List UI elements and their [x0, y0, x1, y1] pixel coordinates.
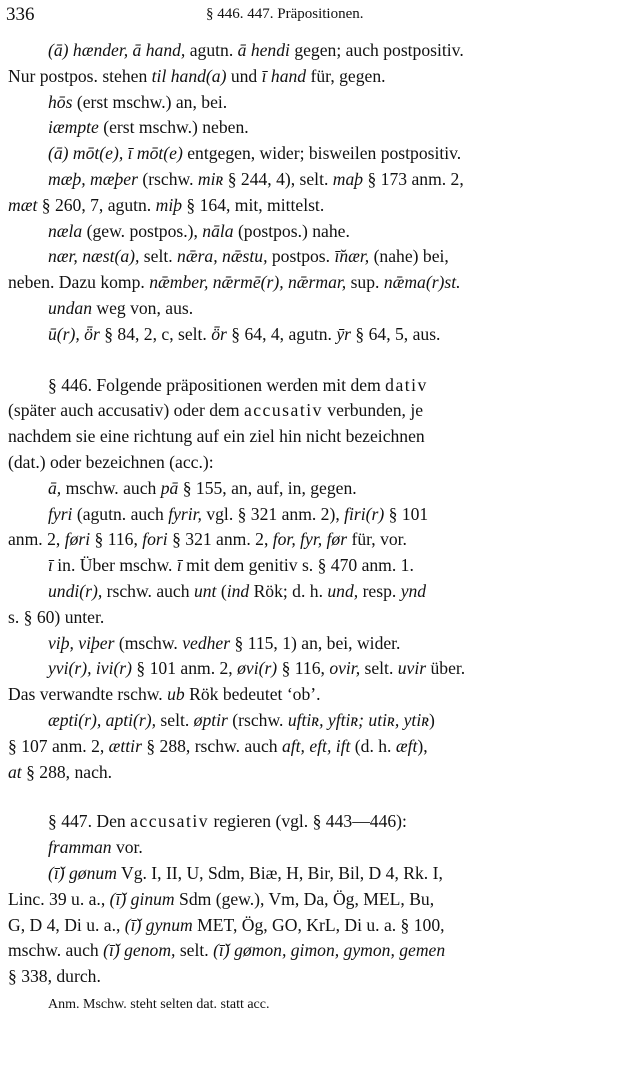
text-line: [8, 708, 606, 734]
entries-block-446: [8, 476, 606, 786]
paragraph-446: [8, 373, 606, 476]
text-line: [8, 193, 606, 219]
text-run: vgl. § 321 anm. 2),: [201, 503, 345, 524]
italic-form: ynd: [400, 580, 427, 601]
italic-form: ā hendi: [237, 40, 290, 60]
text-run: anm. 2,: [8, 529, 65, 550]
text-line: [8, 476, 606, 502]
text-run: § 101 anm. 2,: [132, 658, 238, 679]
text-line: [8, 450, 606, 476]
italic-form: næla: [48, 220, 83, 241]
text-run: (erst mschw.) neben.: [98, 117, 249, 138]
italic-form: øptir: [193, 709, 228, 730]
text-run: gegen; auch postpositiv.: [289, 40, 464, 60]
italic-form: (ī̆) genom,: [103, 940, 176, 961]
italic-form: ī hand: [261, 65, 307, 86]
text-run: G, D 4, Di u. a.,: [8, 914, 125, 935]
text-line: [8, 115, 606, 141]
italic-form: (ī̆) gynum: [124, 914, 193, 935]
italic-form: (ī̆) ginum: [109, 888, 175, 909]
text-run: nachdem sie eine richtung auf ein ziel hin nicht bezeichnen: [8, 426, 425, 447]
text-run: Rök bedeutet ‘ob’.: [184, 684, 321, 705]
paragraph-447: [8, 809, 606, 835]
italic-form: føri: [64, 529, 91, 550]
italic-form: mæt: [8, 194, 38, 215]
text-run: § 260, 7, agutn.: [37, 194, 156, 215]
italic-form: fyrir,: [168, 503, 202, 524]
spaced-term: accusativ: [243, 400, 323, 421]
text-run: ): [429, 709, 435, 730]
text-run: mschw. auch: [8, 940, 104, 961]
italic-form: (ā) mōt(e), ī mōt(e): [48, 143, 183, 164]
italic-form: undan: [48, 297, 92, 318]
text-run: resp.: [358, 580, 401, 601]
text-line: [8, 219, 606, 245]
text-run: neben. Dazu komp.: [8, 272, 150, 293]
text-run: § 116,: [277, 658, 330, 679]
text-run: § 101: [384, 503, 429, 524]
entries-block-top: [8, 38, 606, 348]
paragraph-gap: [8, 785, 606, 809]
text-line: [8, 734, 606, 760]
text-run: s. § 60) unter.: [8, 606, 105, 627]
paragraph-gap: [8, 348, 606, 373]
text-run: selt.: [156, 709, 194, 730]
text-line: [8, 682, 606, 708]
page-number: 336: [6, 4, 35, 25]
text-run: in. Über mschw.: [52, 555, 177, 576]
text-run: (rschw.: [227, 709, 288, 730]
text-run: § 338, durch.: [8, 966, 101, 987]
text-run: mit dem genitiv s. § 470 anm. 1.: [181, 555, 414, 576]
text-run: § 446. Folgende präpositionen werden mit dem: [48, 374, 386, 395]
text-run: § 288, rschw. auch: [141, 735, 282, 756]
text-run: § 164, mit, mittelst.: [182, 194, 325, 215]
text-line: [8, 605, 606, 631]
spaced-term: accusativ: [130, 811, 210, 832]
text-line: [8, 527, 606, 553]
text-run: Linc. 39 u. a.,: [8, 888, 110, 909]
text-line: [8, 398, 606, 424]
text-line: [8, 964, 606, 990]
text-run: MET, Ög, GO, KrL, Di u. a. § 100,: [192, 914, 445, 935]
italic-form: for, fyr, før: [272, 529, 348, 550]
italic-form: ū(r), ȫr: [48, 323, 100, 344]
text-line: [8, 938, 606, 964]
text-line: [8, 579, 606, 605]
italic-form: til hand(a): [151, 65, 227, 86]
text-line: [8, 424, 606, 450]
italic-form: ī: [48, 555, 53, 576]
italic-form: æft: [395, 735, 418, 756]
italic-form: ā,: [48, 477, 62, 498]
italic-form: at: [8, 761, 22, 782]
italic-form: pā: [160, 477, 179, 498]
text-line: [8, 38, 606, 64]
text-run: (gew. postpos.),: [82, 220, 203, 241]
italic-form: undi(r),: [48, 580, 103, 601]
text-line: [8, 887, 606, 913]
text-run: (: [216, 580, 227, 601]
text-run: (später auch accusativ) oder dem: [8, 400, 244, 421]
italic-form: nǣmber, nǣrmē(r), nǣrmar,: [149, 272, 347, 293]
italic-form: (ī̆) gømon, gimon, gymon, gemen: [213, 940, 446, 961]
text-run: (dat.) oder bezeichnen (acc.):: [8, 451, 214, 472]
page-header: [6, 4, 613, 28]
text-line: [8, 760, 606, 786]
italic-form: ættir: [108, 735, 142, 756]
italic-form: ȫr: [211, 323, 227, 344]
text-run: für, vor.: [347, 529, 407, 550]
text-line: [8, 64, 606, 90]
text-run: (erst mschw.) an, bei.: [72, 91, 228, 112]
italic-form: und,: [327, 580, 359, 601]
italic-form: øvi(r): [237, 658, 278, 679]
text-line: [8, 90, 606, 116]
page-body: [8, 38, 606, 1018]
text-run: über.: [426, 658, 466, 679]
text-run: § 447. Den: [48, 811, 131, 832]
text-run: (postpos.) nahe.: [233, 220, 350, 241]
italic-form: ī: [176, 555, 182, 576]
text-line: [8, 296, 606, 322]
italic-form: miþ: [155, 194, 182, 215]
text-run: rschw. auch: [102, 580, 194, 601]
italic-form: ind: [226, 580, 250, 601]
text-run: Vg. I, II, U, Sdm, Biæ, H, Bir, Bil, D 4, Rk. I,: [116, 862, 443, 883]
italic-form: nāla: [202, 220, 234, 241]
text-line: [8, 631, 606, 657]
italic-form: yvi(r), ivi(r): [48, 658, 133, 679]
text-line: [8, 913, 606, 939]
text-line: [8, 373, 606, 399]
running-title: § 446. 447. Präpositionen.: [206, 6, 364, 22]
italic-form: hōs: [48, 91, 73, 112]
text-line: [8, 656, 606, 682]
italic-form: ī̆nær,: [334, 246, 370, 267]
text-line: [8, 809, 606, 835]
text-run: regieren (vgl. § 443—446):: [209, 811, 407, 832]
italic-form: miʀ: [197, 168, 224, 189]
italic-form: (ā) hænder, ā hand,: [48, 40, 186, 60]
text-run: und: [226, 65, 262, 86]
text-run: § 288, nach.: [21, 761, 113, 782]
italic-form: maþ: [332, 168, 364, 189]
text-run: (rschw.: [137, 168, 198, 189]
text-run: (d. h.: [350, 735, 396, 756]
text-run: Rök; d. h.: [249, 580, 328, 601]
italic-form: fori: [142, 529, 168, 550]
italic-form: aft, eft, ift: [281, 735, 351, 756]
text-run: selt.: [175, 940, 214, 961]
text-run: verbunden, je: [322, 400, 424, 421]
italic-form: vedher: [182, 632, 231, 653]
italic-form: fyri: [48, 503, 73, 524]
text-line: [8, 244, 606, 270]
text-line: [8, 502, 606, 528]
text-run: Nur postpos. stehen: [8, 65, 152, 86]
italic-form: iæmpte: [48, 117, 99, 138]
text-line: [8, 141, 606, 167]
entries-block-447: [8, 835, 606, 990]
text-run: (mschw.: [114, 632, 183, 653]
footnote-anmerkung: Anm. Mschw. steht selten dat. statt acc.: [48, 996, 270, 1012]
text-run: Sdm (gew.), Vm, Da, Ög, MEL, Bu,: [174, 888, 435, 909]
italic-form: viþ, viþer: [48, 632, 115, 653]
text-run: vor.: [111, 837, 143, 858]
text-run: selt.: [139, 246, 178, 267]
text-run: Das verwandte rschw.: [8, 684, 168, 705]
text-run: § 116,: [90, 529, 143, 550]
italic-form: (ī̆) gønum: [48, 862, 117, 883]
text-run: § 64, 5, aus.: [351, 323, 441, 344]
text-run: für, gegen.: [306, 65, 386, 86]
text-run: § 115, 1) an, bei, wider.: [230, 632, 401, 653]
text-line: [8, 322, 606, 348]
text-run: ),: [417, 735, 428, 756]
text-run: § 321 anm. 2,: [167, 529, 273, 550]
text-run: § 244, 4), selt.: [223, 168, 333, 189]
text-run: weg von, aus.: [91, 297, 194, 318]
italic-form: nær, næst(a),: [48, 246, 140, 267]
text-run: agutn.: [185, 40, 238, 60]
italic-form: firi(r): [344, 503, 385, 524]
italic-form: unt: [193, 580, 217, 601]
text-run: sup.: [346, 272, 384, 293]
italic-form: uvir: [397, 658, 427, 679]
italic-form: ub: [167, 684, 185, 705]
text-run: postpos.: [267, 246, 335, 267]
italic-form: framman: [48, 837, 112, 858]
text-run: mschw. auch: [61, 477, 161, 498]
text-run: § 155, an, auf, in, gegen.: [178, 477, 357, 498]
text-run: § 173 anm. 2,: [363, 168, 464, 189]
italic-form: nǣra, nǣstu,: [177, 246, 268, 267]
text-line: [8, 167, 606, 193]
spaced-term: dativ: [385, 374, 428, 395]
text-run: selt.: [360, 658, 398, 679]
text-line: [8, 553, 606, 579]
text-run: entgegen, wider; bisweilen postpositiv.: [182, 143, 462, 164]
italic-form: uftiʀ, yftiʀ; utiʀ, ytiʀ: [287, 709, 430, 730]
italic-form: mæþ, mæþer: [48, 168, 138, 189]
text-line: [8, 861, 606, 887]
text-run: (nahe) bei,: [369, 246, 449, 267]
text-run: (agutn. auch: [72, 503, 169, 524]
italic-form: æpti(r), apti(r),: [48, 709, 157, 730]
text-line: [8, 835, 606, 861]
italic-form: nǣma(r)st.: [383, 272, 461, 293]
text-run: § 107 anm. 2,: [8, 735, 109, 756]
italic-form: ovir,: [329, 658, 361, 679]
text-run: § 64, 4, agutn.: [226, 323, 337, 344]
text-run: § 84, 2, c, selt.: [99, 323, 212, 344]
text-line: [8, 270, 606, 296]
italic-form: ȳr: [336, 323, 352, 344]
